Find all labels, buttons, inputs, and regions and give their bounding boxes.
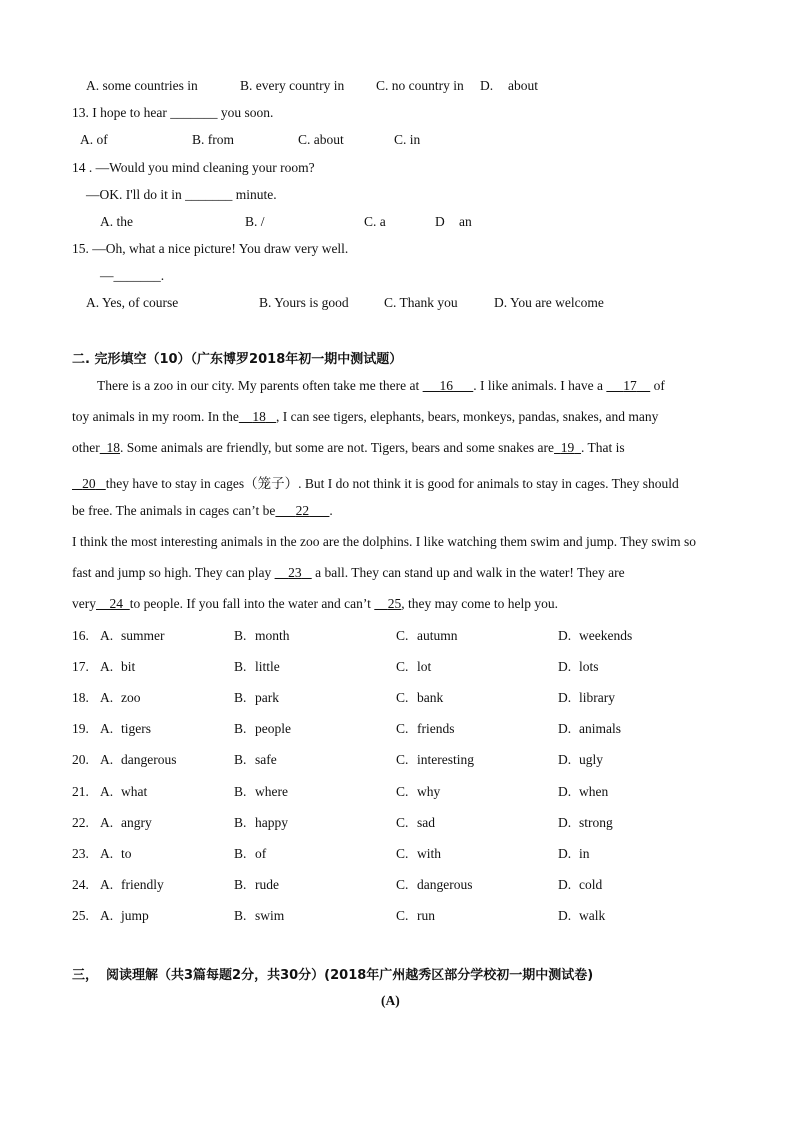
question-number: 22. — [72, 814, 89, 830]
option-text-c: why — [417, 783, 441, 799]
passage-text: to people. If you fall into the water and can’t — [129, 596, 375, 611]
option-text-d: weekends — [579, 628, 633, 643]
q14-option-b: B. / — [245, 214, 265, 229]
option-letter-a: A. — [100, 659, 114, 675]
option-letter-a: A. — [100, 907, 114, 923]
option-text-b: people — [255, 721, 291, 737]
q13-option-b: B. from — [192, 132, 234, 147]
option-text-a: friendly — [121, 876, 164, 892]
q15-option-d: D. You are welcome — [494, 295, 604, 310]
option-letter-d: D. — [558, 752, 572, 768]
option-text-b: safe — [255, 752, 277, 768]
option-letter-b: B. — [234, 907, 247, 923]
option-text-d: cold — [579, 876, 603, 892]
option-text-d: strong — [579, 814, 613, 830]
q15-reply — [100, 268, 164, 284]
option-text-d: in — [579, 845, 590, 861]
passage-text: . That is — [581, 440, 625, 455]
question-number: 16. — [72, 628, 89, 643]
option-text-a: summer — [121, 628, 165, 643]
option-letter-c: C. — [396, 752, 409, 768]
passage-line-8 — [72, 596, 558, 612]
option-text-a: bit — [121, 659, 136, 675]
option-text-a: tigers — [121, 721, 151, 737]
option-letter-d: D. — [558, 721, 572, 737]
option-letter-a: A. — [100, 814, 114, 830]
option-letter-b: B. — [234, 845, 247, 861]
blank-24: 24 — [109, 596, 123, 611]
option-text-b: of — [255, 845, 267, 861]
option-letter-b: B. — [234, 659, 247, 675]
passage-line-4 — [72, 472, 679, 492]
option-text-a: jump — [121, 907, 149, 923]
option-text-b: happy — [255, 814, 288, 830]
q12-option-d: D. — [480, 78, 494, 93]
section-3-title: 阅读理解（共3篇每题2分，共30分）(2018年广州越秀区部分学校初一期中测试卷) — [106, 968, 594, 983]
option-text-c: bank — [417, 690, 444, 706]
option-text-c: interesting — [417, 752, 474, 768]
passage-line-6: I think the most interesting animals in the zoo are the dolphins. I like watching them swim and jump. They swim so — [72, 534, 697, 549]
option-text-d: ugly — [579, 752, 604, 768]
blank-20: 20 — [82, 476, 96, 491]
option-text-a: zoo — [121, 690, 141, 706]
option-letter-c: C. — [396, 876, 409, 892]
q12-option-d-text: about — [508, 78, 538, 93]
option-row — [0, 628, 794, 648]
option-text-c: lot — [417, 659, 432, 675]
option-text-d: walk — [579, 907, 606, 923]
question-number: 19. — [72, 721, 89, 737]
passage-text: . — [329, 503, 333, 518]
q12-option-a: A. some countries in — [86, 78, 198, 93]
question-number: 24. — [72, 876, 89, 892]
option-text-a: dangerous — [121, 752, 177, 768]
option-letter-c: C. — [396, 783, 409, 799]
blank-19: 19 — [560, 440, 575, 455]
q12-option-c: C. no country in — [376, 78, 464, 93]
q15-reply-end: . — [160, 268, 165, 283]
passage-text: . Some animals are friendly, but some are not. Tigers, bears and some snakes are — [120, 440, 555, 455]
option-row — [0, 908, 794, 928]
q15-option-a: A. Yes, of course — [86, 295, 179, 310]
q15-option-b: B. Yours is good — [259, 295, 349, 310]
q14-option-d-text: an — [459, 214, 472, 229]
option-text-b: rude — [255, 876, 279, 892]
passage-text: a ball. They can stand up and walk in the water! They are — [311, 565, 625, 580]
option-letter-d: D. — [558, 814, 572, 830]
option-text-a: angry — [121, 814, 152, 830]
option-letter-c: C. — [396, 690, 409, 706]
passage-text: , I can see tigers, elephants, bears, monkeys, pandas, snakes, and many — [275, 409, 659, 424]
option-text-d: lots — [579, 659, 599, 675]
option-text-b: where — [255, 783, 288, 799]
option-letter-a: A. — [100, 845, 114, 861]
option-row — [0, 721, 794, 741]
option-letter-b: B. — [234, 690, 247, 706]
q13-stem: 13. I hope to hear _______ you soon. — [72, 105, 274, 120]
passage-line-7 — [72, 565, 625, 581]
option-row — [0, 752, 794, 772]
q14-reply: —OK. I'll do it in _______ minute. — [86, 187, 277, 202]
q13-option-a: A. of — [80, 132, 108, 147]
blank-18b: 18 — [106, 440, 120, 455]
option-letter-b: B. — [234, 628, 247, 643]
option-letter-b: B. — [234, 752, 247, 768]
option-text-a: what — [121, 783, 148, 799]
blank-23: 23 — [288, 565, 302, 580]
option-text-b: little — [255, 659, 280, 675]
q15-reply-dash: — — [100, 268, 114, 283]
passage-text: , they may come to help you. — [401, 596, 559, 611]
option-row — [0, 659, 794, 679]
option-letter-d: D. — [558, 628, 572, 643]
option-letter-a: A. — [100, 783, 114, 799]
section-2-title: 二. 完形填空（10）（广东博罗2018年初一期中测试题） — [72, 352, 403, 367]
option-letter-c: C. — [396, 907, 409, 923]
passage-text: There is a zoo in our city. My parents often take me there at — [97, 378, 423, 393]
passage-text: of — [650, 378, 665, 393]
option-text-b: swim — [255, 907, 285, 923]
option-letter-c: C. — [396, 659, 409, 675]
option-row — [0, 815, 794, 835]
option-text-c: run — [417, 907, 435, 923]
option-text-c: autumn — [417, 628, 458, 643]
option-letter-c: C. — [396, 721, 409, 737]
blank-25: 25 — [387, 596, 402, 611]
q14-option-a: A. the — [100, 214, 133, 229]
q13-option-c: C. about — [298, 132, 344, 147]
blank-22: 22 — [295, 503, 310, 518]
option-letter-c: C. — [396, 845, 409, 861]
q14-option-c: C. a — [364, 214, 386, 229]
option-text-d: library — [579, 690, 615, 706]
option-text-c: sad — [417, 814, 435, 830]
option-letter-d: D. — [558, 690, 572, 706]
option-letter-c: C. — [396, 814, 409, 830]
q13-option-d: C. in — [394, 132, 421, 147]
option-text-b: park — [255, 690, 279, 706]
question-number: 17. — [72, 659, 89, 675]
passage-text: they have to stay in cages（笼子）. But I do not think it is good for animals to stay in cages. They should — [105, 476, 679, 491]
option-text-c: dangerous — [417, 876, 473, 892]
passage-line-3 — [72, 440, 625, 456]
option-letter-d: D. — [558, 907, 572, 923]
option-letter-d: D. — [558, 876, 572, 892]
passage-line-5 — [72, 503, 333, 519]
passage-line-1 — [97, 378, 665, 394]
option-letter-d: D. — [558, 845, 572, 861]
option-letter-c: C. — [396, 628, 409, 643]
option-letter-d: D. — [558, 659, 572, 675]
option-row — [0, 846, 794, 866]
section-3-number: 三， — [72, 968, 99, 983]
blank-18a: 18 — [252, 409, 266, 424]
passage-text: toy animals in my room. In the — [72, 409, 239, 424]
passage-text: fast and jump so high. They can play — [72, 565, 275, 580]
blank-17: 17 — [623, 378, 637, 393]
option-row — [0, 877, 794, 897]
passage-text: other — [72, 440, 100, 455]
option-letter-d: D. — [558, 783, 572, 799]
q14-stem: 14 . —Would you mind cleaning your room? — [72, 160, 315, 175]
passage-text: . I like animals. I have a — [473, 378, 607, 393]
q12-option-b: B. every country in — [240, 78, 345, 93]
option-letter-a: A. — [100, 876, 114, 892]
question-number: 20. — [72, 752, 89, 768]
question-number: 23. — [72, 845, 89, 861]
passage-text: very — [72, 596, 96, 611]
question-number: 25. — [72, 907, 89, 923]
section-3-subtitle: (A) — [381, 993, 400, 1008]
option-row — [0, 784, 794, 804]
option-letter-b: B. — [234, 721, 247, 737]
passage-text: be free. The animals in cages can’t be — [72, 503, 276, 518]
option-text-b: month — [255, 628, 290, 643]
option-letter-a: A. — [100, 721, 114, 737]
q15-option-c: C. Thank you — [384, 295, 458, 310]
blank-16: 16 — [439, 378, 454, 393]
option-letter-a: A. — [100, 628, 114, 643]
option-letter-b: B. — [234, 783, 247, 799]
option-text-c: friends — [417, 721, 455, 737]
q14-option-d: D — [435, 214, 445, 229]
q15-stem: 15. —Oh, what a nice picture! You draw very well. — [72, 241, 349, 256]
passage-line-2 — [72, 409, 658, 425]
option-text-d: animals — [579, 721, 621, 737]
option-letter-b: B. — [234, 814, 247, 830]
option-text-a: to — [121, 845, 132, 861]
option-text-d: when — [579, 783, 609, 799]
option-text-c: with — [417, 845, 442, 861]
option-row — [0, 690, 794, 710]
option-letter-b: B. — [234, 876, 247, 892]
option-letter-a: A. — [100, 752, 114, 768]
question-number: 21. — [72, 783, 89, 799]
option-letter-a: A. — [100, 690, 114, 706]
question-number: 18. — [72, 690, 89, 706]
q15-reply-blank: _______ — [113, 268, 161, 283]
